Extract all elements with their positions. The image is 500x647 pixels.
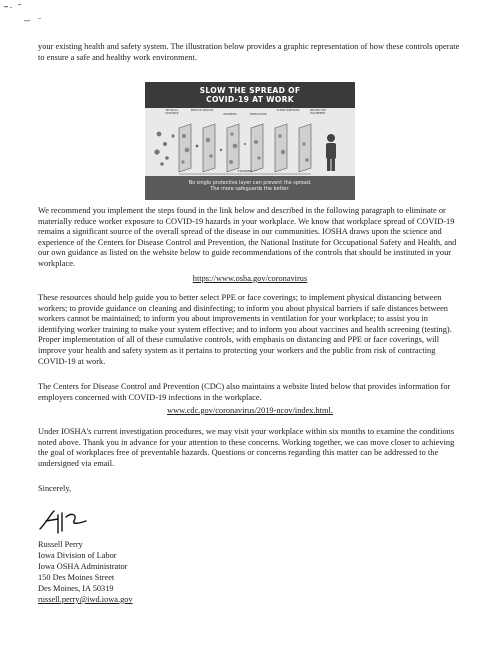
signatory-city: Des Moines, IA 50319 <box>38 584 114 593</box>
layer-label-clean: CLEAN SURFACES <box>276 109 300 112</box>
cdc-paragraph: The Centers for Disease Control and Prevention (CDC) also maintains a website listed below that provides information for employers concerned with COVID-19 infections in the workplace. <box>38 382 451 402</box>
resources-paragraph: These resources should help guide you to better select PPE or face coverings; to implement physical distancing between workers; to provide guidance on cleaning and disinfecting; to inform you about physical barriers if safe distances between workers cannot be maintained; to inform you about improvements in ventilation for your workplace; to assist you in identifying worker training to make your system effective; and to inform you about vaccines and health screening (testing). Proper implementation of all of these cumulative controls, with emphasis on distancing and PPE or face coverings, will improve your health and safety system as it pertains to protecting your workers and the public from risk of contracting COVID-19 at work. <box>38 293 452 366</box>
infographic-footer <box>145 176 355 200</box>
investigation-paragraph: Under IOSHA's current investigation procedures, we may visit your workplace within six months to examine the conditions noted above. Thank you in advance for your attention to these concerns. Working together, we can move closer to achieving the goal of workplaces free of preventable hazards. Questions or concerns regarding this matter can be addressed to the undersigned via email. <box>38 427 455 468</box>
infographic-footer-line2: The more safeguards the better. <box>210 186 290 193</box>
signatory-name: Russell Perry <box>38 540 83 549</box>
signatory-email[interactable]: russell.perry@iwd.iowa.gov <box>38 595 133 604</box>
scan-specks <box>4 4 74 28</box>
layer-label-barriers: BARRIERS <box>223 113 237 116</box>
signatory-title: Iowa OSHA Administrator <box>38 562 128 571</box>
osha-coronavirus-link[interactable]: https://www.osha.gov/coronavirus <box>192 274 308 283</box>
signatory-org: Iowa Division of Labor <box>38 551 117 560</box>
layer-label-ppe: PROTECTIVE EQUIPMENT <box>309 109 327 115</box>
cdc-link[interactable]: www.cdc.gov/coronavirus/2019-ncov/index.html. <box>167 406 333 415</box>
infographic-title <box>145 82 355 108</box>
recommendation-paragraph: We recommend you implement the steps found in the link below and described in the following paragraph to eliminate or materially reduce worker exposure to COVID-19 hazards in your workplace. We know that workplace spread of COVID-19 remains a significant source of the overall spread of the disease in our communities. IOSHA draws upon the science and experience of the Centers for Disease Control and Prevention, the National Institute for Occupational Safety and Health, and our own guidance as listed on the website below to guide recommendations of the controls that should be instituted in your workplace. <box>38 206 457 268</box>
training-label: TRAINING <box>237 169 253 173</box>
handwritten-signature <box>36 507 106 537</box>
closing: Sincerely, <box>38 484 72 493</box>
infographic-footer-line1: No single protective layer can prevent the spread. <box>188 180 312 186</box>
infographic-title-line1: SLOW THE SPREAD OF <box>199 86 301 95</box>
covid-infographic <box>145 82 355 200</box>
layer-label-groups: REDUCE GROUPS <box>190 109 214 112</box>
signatory-street: 150 Des Moines Street <box>38 573 115 582</box>
layer-label-ventilation: VENTILATION <box>249 113 267 116</box>
intro-paragraph: your existing health and safety system. The illustration below provides a graphic representation of how these controls operate to ensure a safe and healthy work environment. <box>38 42 460 62</box>
swiss-cheese-layers-graphic <box>151 116 349 176</box>
infographic-title-line2: COVID-19 AT WORK <box>206 95 294 104</box>
layer-label-distance: PHYSICAL DISTANCE <box>165 109 179 115</box>
